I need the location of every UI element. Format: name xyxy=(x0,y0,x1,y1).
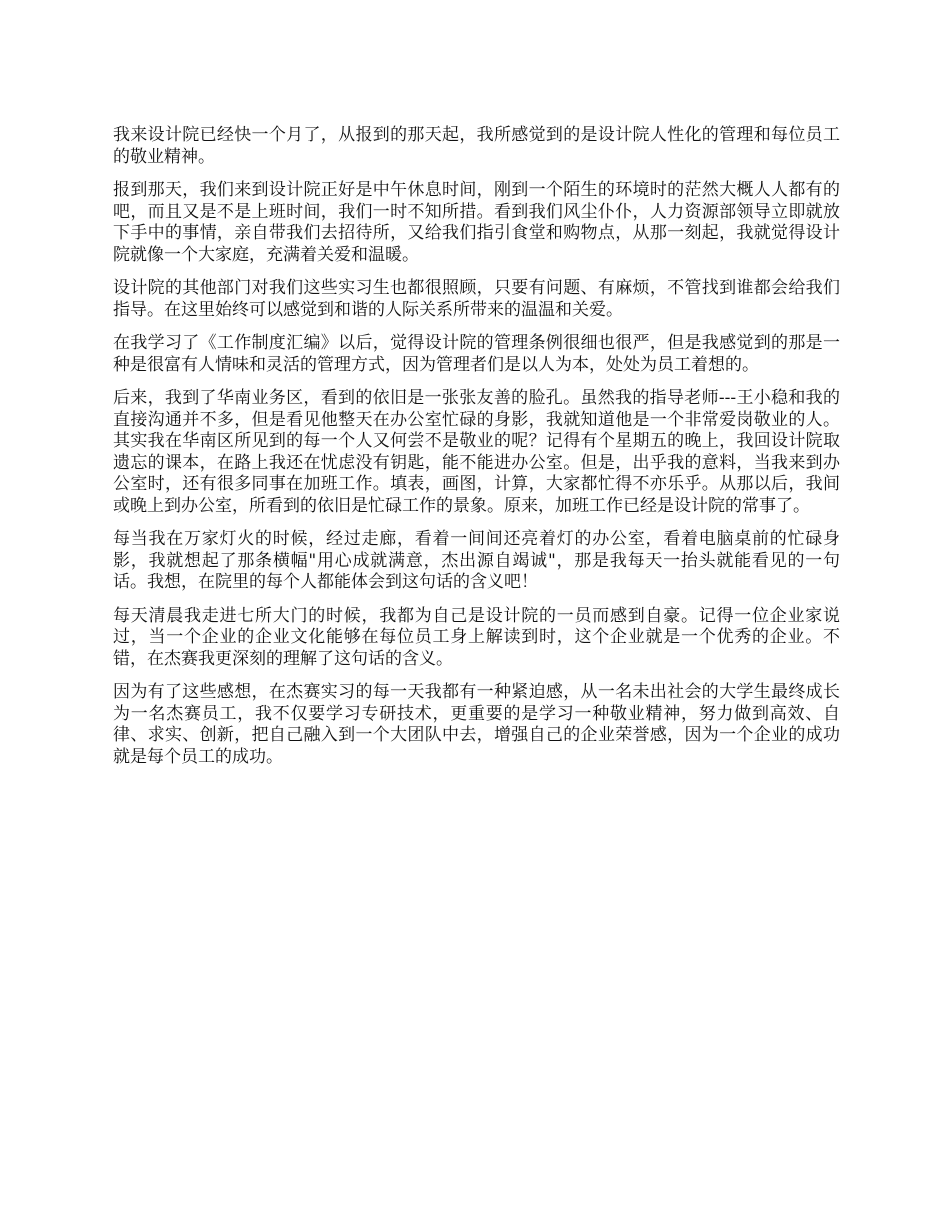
paragraph-1: 我来设计院已经快一个月了，从报到的那天起，我所感觉到的是设计院人性化的管理和每位员工的敬业精神。 xyxy=(113,125,840,167)
paragraph-5: 后来，我到了华南业务区，看到的依旧是一张张友善的脸孔。虽然我的指导老师---王小稳和我的直接沟通并不多，但是看见他整天在办公室忙碌的身影，我就知道他是一个非常爱岗敬业的人。其实我在华南区所见到的每一个人又何尝不是敬业的呢？记得有个星期五的晚上，我回设计院取遗忘的课本，在路上我还在忧虑没有钥匙，能不能进办公室。但是，出乎我的意料，当我来到办公室时，还有很多同事在加班工作。填表，画图，计算，大家都忙得不亦乐乎。从那以后，我间或晚上到办公室，所看到的依旧是忙碌工作的景象。原来，加班工作已经是设计院的常事了。 xyxy=(113,388,840,516)
paragraph-8: 因为有了这些感想，在杰赛实习的每一天我都有一种紧迫感，从一名未出社会的大学生最终成长为一名杰赛员工，我不仅要学习专研技术，更重要的是学习一种敬业精神，努力做到高效、自律、求实、创新，把自己融入到一个大团队中去，增强自己的企业荣誉感，因为一个企业的成功就是每个员工的成功。 xyxy=(113,682,840,767)
document-body xyxy=(113,125,840,780)
paragraph-6: 每当我在万家灯火的时候，经过走廊，看着一间间还亮着灯的办公室，看着电脑桌前的忙碌身影，我就想起了那条横幅"用心成就满意，杰出源自竭诚"，那是我每天一抬头就能看见的一句话。我想，在院里的每个人都能体会到这句话的含义吧！ xyxy=(113,529,840,592)
paragraph-4: 在我学习了《工作制度汇编》以后，觉得设计院的管理条例很细也很严，但是我感觉到的那是一种是很富有人情味和灵活的管理方式，因为管理者们是以人为本，处处为员工着想的。 xyxy=(113,333,840,375)
paragraph-7: 每天清晨我走进七所大门的时候，我都为自己是设计院的一员而感到自豪。记得一位企业家说过，当一个企业的企业文化能够在每位员工身上解读到时，这个企业就是一个优秀的企业。不错，在杰赛我更深刻的理解了这句话的含义。 xyxy=(113,605,840,669)
paragraph-2: 报到那天，我们来到设计院正好是中午休息时间，刚到一个陌生的环境时的茫然大概人人都有的吧，而且又是不是上班时间，我们一时不知所措。看到我们风尘仆仆，人力资源部领导立即就放下手中的事情，亲自带我们去招待所，又给我们指引食堂和购物点，从那一刻起，我就觉得设计院就像一个大家庭，充满着关爱和温暖。 xyxy=(113,180,840,265)
paragraph-3: 设计院的其他部门对我们这些实习生也都很照顾，只要有问题、有麻烦，不管找到谁都会给我们指导。在这里始终可以感觉到和谐的人际关系所带来的温温和关爱。 xyxy=(113,278,840,320)
